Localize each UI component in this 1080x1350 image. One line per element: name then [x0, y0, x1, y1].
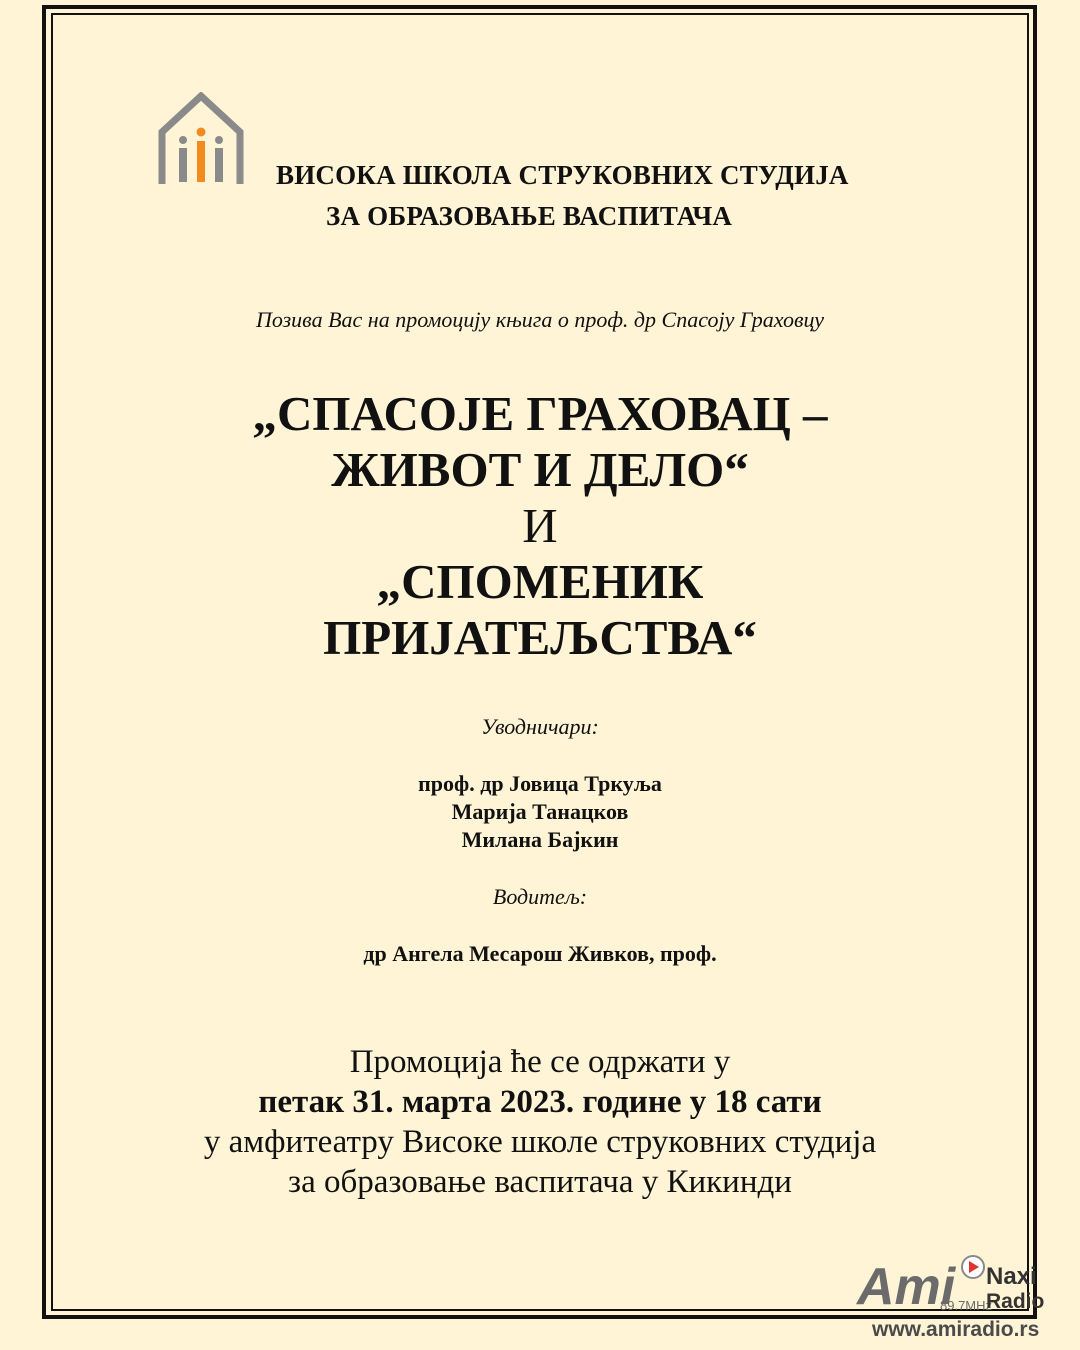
school-name-line1: ВИСОКА ШКОЛА СТРУКОВНИХ СТУДИЈА — [276, 160, 849, 190]
host-name: др Ангела Месарош Живков, проф. — [363, 941, 717, 966]
book-title-1-line1: „СПАСОЈЕ ГРАХОВАЦ – — [252, 386, 828, 441]
watermark-url: www.amiradio.rs — [872, 1318, 1040, 1341]
book-title-1-line2: ЖИВОТ И ДЕЛО“ — [331, 442, 749, 497]
speaker-name: проф. др Јовица Тркуља — [418, 771, 662, 796]
play-button-icon — [962, 1256, 984, 1278]
host-label: Водитељ: — [492, 884, 588, 909]
event-venue-line2: за образовање васпитача у Кикинди — [288, 1164, 792, 1200]
event-line1: Промоција ће се одржати у — [349, 1044, 731, 1080]
watermark-partner-line1: Naxi — [986, 1263, 1037, 1290]
speaker-name: Марија Танацков — [451, 799, 629, 824]
speaker-name: Милана Бајкин — [461, 827, 619, 852]
event-datetime: петак 31. марта 2023. године у 18 сати — [258, 1084, 822, 1120]
event-venue-line1: у амфитеатру Високе школе струковних студија — [203, 1124, 877, 1160]
title-conjunction: И — [522, 498, 558, 553]
speakers-label: Уводничари: — [481, 714, 599, 739]
watermark-brand: Ami — [857, 1258, 956, 1316]
school-name-line2: ЗА ОБРАЗОВАЊЕ ВАСПИТАЧА — [326, 201, 733, 231]
book-title-2-line2: ПРИЈАТЕЉСТВА“ — [323, 610, 757, 665]
book-title-2-line1: „СПОМЕНИК — [376, 554, 704, 609]
invitation-text: Позива Вас на промоцију књига о проф. др Спасоју Граховцу — [256, 307, 824, 332]
house-figures-logo-icon — [156, 92, 246, 187]
watermark-frequency: 89.7MHz — [940, 1298, 993, 1313]
watermark-partner-line2: Radio — [986, 1290, 1045, 1313]
